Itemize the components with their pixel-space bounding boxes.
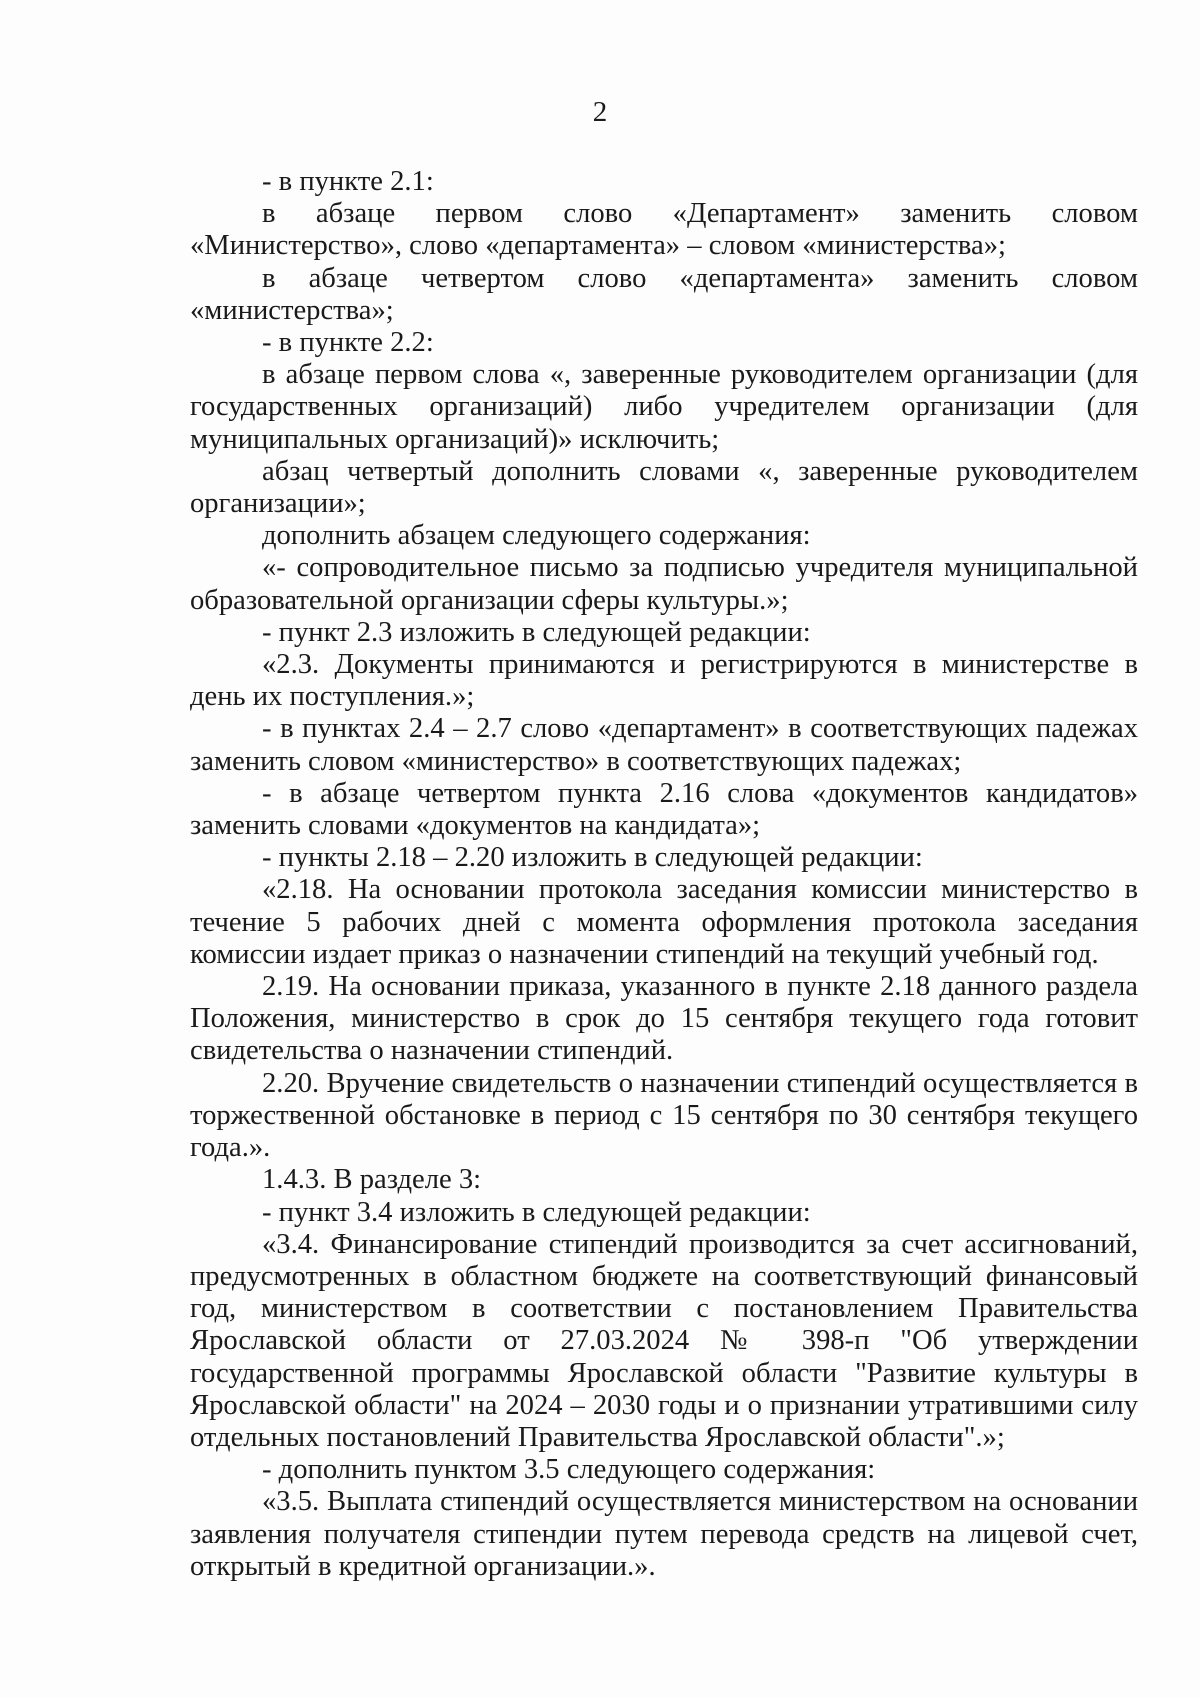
paragraph: «3.4. Финансирование стипендий производится за счет ассигнований, предусмотренных в областном бюджете на соответствующий финансовый год, министерством в соответствии с постановлением Правительства Ярославской области от 27.03.2024 № 398-п "Об утверждении государственной программы Ярославской области "Развитие культуры в Ярославской области" на 2024 – 2030 годы и о признании утратившими силу отдельных постановлений Правительства Ярославской области".»;	[190, 1228, 1138, 1453]
paragraph: - в абзаце четвертом пункта 2.16 слова «документов кандидатов» заменить словами «документов на кандидата»;	[190, 777, 1138, 842]
paragraph: 1.4.3. В разделе 3:	[262, 1164, 482, 1196]
paragraph: - пункт 2.3 изложить в следующей редакции:	[262, 616, 811, 648]
paragraph: абзац четвертый дополнить словами «, заверенные руководителем организации»;	[190, 455, 1138, 520]
paragraph: «2.18. На основании протокола заседания комиссии министерство в течение 5 рабочих дней с момента оформления протокола заседания комиссии издает приказ о назначении стипендий на текущий учебный год.	[190, 874, 1138, 970]
paragraph: в абзаце первом слова «, заверенные руководителем организации (для государственных организаций) либо учредителем организации (для муниципальных организаций)» исключить;	[190, 359, 1138, 455]
paragraph: дополнить абзацем следующего содержания:	[262, 520, 811, 552]
paragraph: - пункты 2.18 – 2.20 изложить в следующей редакции:	[262, 842, 923, 874]
paragraph: 2.19. На основании приказа, указанного в пункте 2.18 данного раздела Положения, министерство в срок до 15 сентября текущего года готовит свидетельства о назначении стипендий.	[190, 971, 1138, 1067]
paragraph: «2.3. Документы принимаются и регистрируются в министерстве в день их поступления.»;	[190, 649, 1138, 713]
paragraph: «3.5. Выплата стипендий осуществляется министерством на основании заявления получателя стипендии путем перевода средств на лицевой счет, открытый в кредитной организации.».	[190, 1486, 1138, 1582]
paragraph: - пункт 3.4 изложить в следующей редакции:	[262, 1196, 811, 1228]
paragraph: - в пункте 2.2:	[262, 327, 434, 359]
paragraph: 2.20. Вручение свидетельств о назначении стипендий осуществляется в торжественной обстановке в период с 15 сентября по 30 сентября текущего года.».	[190, 1067, 1138, 1164]
paragraph: в абзаце четвертом слово «департамента» заменить словом «министерства»;	[190, 262, 1138, 326]
paragraph: «- сопроводительное письмо за подписью учредителя муниципальной образовательной организации сферы культуры.»;	[190, 552, 1138, 616]
page-number: 2	[592, 96, 608, 128]
paragraph: - в пункте 2.1:	[262, 166, 434, 197]
document-body	[190, 166, 1138, 1583]
paragraph: - в пунктах 2.4 – 2.7 слово «департамент» в соответствующих падежах заменить словом «министерство» в соответствующих падежах;	[190, 713, 1138, 777]
paragraph: в абзаце первом слово «Департамент» заменить словом «Министерство», слово «департамента» – словом «министерства»;	[190, 198, 1138, 262]
paragraph: - дополнить пунктом 3.5 следующего содержания:	[262, 1454, 876, 1486]
